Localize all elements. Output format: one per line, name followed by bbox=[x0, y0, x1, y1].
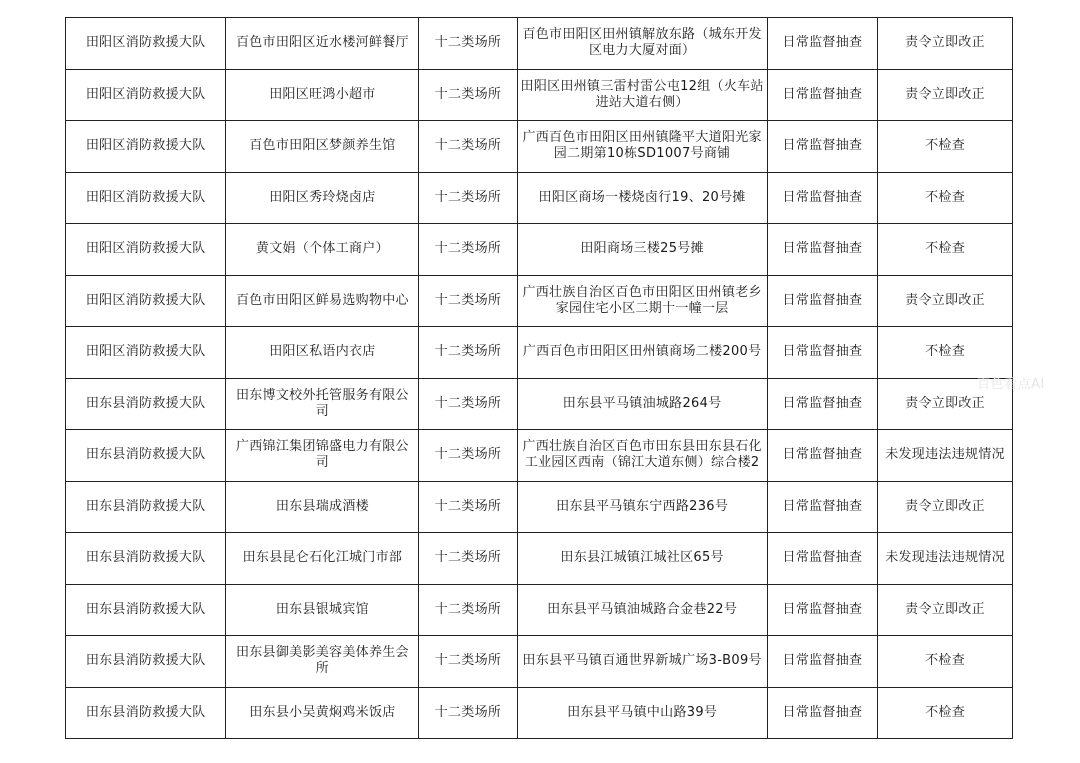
cell-name: 百色市田阳区鲜易选购物中心 bbox=[226, 275, 419, 327]
cell-unit: 田阳区消防救援大队 bbox=[66, 327, 226, 379]
cell-name: 广西锦江集团锦盛电力有限公司 bbox=[226, 430, 419, 482]
cell-name: 田东县银城宾馆 bbox=[226, 584, 419, 636]
cell-method: 日常监督抽查 bbox=[767, 69, 877, 121]
cell-category: 十二类场所 bbox=[419, 18, 517, 70]
cell-name: 田阳区秀玲烧卤店 bbox=[226, 172, 419, 224]
cell-address: 田阳商场三楼25号摊 bbox=[517, 224, 767, 276]
cell-unit: 田阳区消防救援大队 bbox=[66, 275, 226, 327]
cell-category: 十二类场所 bbox=[419, 327, 517, 379]
cell-unit: 田东县消防救援大队 bbox=[66, 533, 226, 585]
cell-unit: 田阳区消防救援大队 bbox=[66, 69, 226, 121]
cell-method: 日常监督抽查 bbox=[767, 18, 877, 70]
table-row bbox=[66, 481, 1013, 533]
cell-unit: 田东县消防救援大队 bbox=[66, 378, 226, 430]
cell-category: 十二类场所 bbox=[419, 69, 517, 121]
cell-address: 田东县平马镇百通世界新城广场3-B09号 bbox=[517, 636, 767, 688]
cell-method: 日常监督抽查 bbox=[767, 636, 877, 688]
cell-category: 十二类场所 bbox=[419, 636, 517, 688]
table-row bbox=[66, 327, 1013, 379]
cell-address: 广西百色市田阳区田州镇商场二楼200号 bbox=[517, 327, 767, 379]
cell-unit: 田阳区消防救援大队 bbox=[66, 18, 226, 70]
cell-unit: 田阳区消防救援大队 bbox=[66, 121, 226, 173]
cell-result: 不检查 bbox=[878, 121, 1013, 173]
cell-method: 日常监督抽查 bbox=[767, 275, 877, 327]
cell-address: 田东县江城镇江城社区65号 bbox=[517, 533, 767, 585]
cell-result: 不检查 bbox=[878, 327, 1013, 379]
cell-name: 田东县御美影美容美体养生会所 bbox=[226, 636, 419, 688]
cell-unit: 田东县消防救援大队 bbox=[66, 584, 226, 636]
cell-category: 十二类场所 bbox=[419, 584, 517, 636]
cell-unit: 田阳区消防救援大队 bbox=[66, 172, 226, 224]
cell-unit: 田东县消防救援大队 bbox=[66, 687, 226, 739]
table-row bbox=[66, 121, 1013, 173]
cell-result: 责令立即改正 bbox=[878, 378, 1013, 430]
table-row bbox=[66, 533, 1013, 585]
cell-result: 不检查 bbox=[878, 687, 1013, 739]
cell-address: 田东县平马镇油城路264号 bbox=[517, 378, 767, 430]
table-row bbox=[66, 687, 1013, 739]
cell-method: 日常监督抽查 bbox=[767, 378, 877, 430]
cell-method: 日常监督抽查 bbox=[767, 224, 877, 276]
cell-name: 百色市田阳区梦颜养生馆 bbox=[226, 121, 419, 173]
cell-method: 日常监督抽查 bbox=[767, 172, 877, 224]
cell-address: 广西百色市田阳区田州镇隆平大道阳光家园二期第10栋SD1007号商铺 bbox=[517, 121, 767, 173]
cell-name: 田东博文校外托管服务有限公司 bbox=[226, 378, 419, 430]
cell-address: 田阳区田州镇三雷村雷公屯12组（火车站进站大道右侧） bbox=[517, 69, 767, 121]
inspection-table bbox=[65, 17, 1013, 739]
cell-address: 田阳区商场一楼烧卤行19、20号摊 bbox=[517, 172, 767, 224]
cell-result: 不检查 bbox=[878, 224, 1013, 276]
cell-name: 百色市田阳区近水楼河鲜餐厅 bbox=[226, 18, 419, 70]
cell-result: 责令立即改正 bbox=[878, 481, 1013, 533]
cell-method: 日常监督抽查 bbox=[767, 584, 877, 636]
cell-category: 十二类场所 bbox=[419, 430, 517, 482]
cell-name: 田阳区私语内衣店 bbox=[226, 327, 419, 379]
cell-name: 黄文娟（个体工商户） bbox=[226, 224, 419, 276]
cell-result: 责令立即改正 bbox=[878, 69, 1013, 121]
table-row bbox=[66, 430, 1013, 482]
cell-category: 十二类场所 bbox=[419, 121, 517, 173]
cell-result: 责令立即改正 bbox=[878, 584, 1013, 636]
cell-category: 十二类场所 bbox=[419, 481, 517, 533]
table-row bbox=[66, 275, 1013, 327]
cell-method: 日常监督抽查 bbox=[767, 327, 877, 379]
cell-address: 广西壮族自治区百色市田阳区田州镇老乡家园住宅小区二期十一幢一层 bbox=[517, 275, 767, 327]
cell-name: 田东县瑞成酒楼 bbox=[226, 481, 419, 533]
cell-result: 责令立即改正 bbox=[878, 18, 1013, 70]
cell-result: 未发现违法违规情况 bbox=[878, 430, 1013, 482]
cell-category: 十二类场所 bbox=[419, 687, 517, 739]
cell-address: 田东县平马镇油城路合金巷22号 bbox=[517, 584, 767, 636]
cell-name: 田阳区旺鸿小超市 bbox=[226, 69, 419, 121]
cell-category: 十二类场所 bbox=[419, 378, 517, 430]
cell-result: 不检查 bbox=[878, 172, 1013, 224]
cell-method: 日常监督抽查 bbox=[767, 687, 877, 739]
table-row bbox=[66, 584, 1013, 636]
cell-method: 日常监督抽查 bbox=[767, 533, 877, 585]
cell-method: 日常监督抽查 bbox=[767, 481, 877, 533]
cell-category: 十二类场所 bbox=[419, 224, 517, 276]
cell-category: 十二类场所 bbox=[419, 172, 517, 224]
cell-unit: 田东县消防救援大队 bbox=[66, 481, 226, 533]
cell-address: 田东县平马镇中山路39号 bbox=[517, 687, 767, 739]
cell-category: 十二类场所 bbox=[419, 533, 517, 585]
cell-name: 田东县小吴黄焖鸡米饭店 bbox=[226, 687, 419, 739]
cell-unit: 田东县消防救援大队 bbox=[66, 636, 226, 688]
table-row bbox=[66, 69, 1013, 121]
table-row bbox=[66, 18, 1013, 70]
cell-method: 日常监督抽查 bbox=[767, 430, 877, 482]
cell-result: 责令立即改正 bbox=[878, 275, 1013, 327]
cell-address: 广西壮族自治区百色市田东县田东县石化工业园区西南（锦江大道东侧）综合楼2 bbox=[517, 430, 767, 482]
cell-method: 日常监督抽查 bbox=[767, 121, 877, 173]
table-row bbox=[66, 378, 1013, 430]
cell-unit: 田阳区消防救援大队 bbox=[66, 224, 226, 276]
cell-result: 不检查 bbox=[878, 636, 1013, 688]
table-row bbox=[66, 224, 1013, 276]
cell-category: 十二类场所 bbox=[419, 275, 517, 327]
cell-result: 未发现违法违规情况 bbox=[878, 533, 1013, 585]
cell-unit: 田东县消防救援大队 bbox=[66, 430, 226, 482]
cell-name: 田东县昆仑石化江城门市部 bbox=[226, 533, 419, 585]
cell-address: 百色市田阳区田州镇解放东路（城东开发区电力大厦对面） bbox=[517, 18, 767, 70]
table-row bbox=[66, 636, 1013, 688]
cell-address: 田东县平马镇东宁西路236号 bbox=[517, 481, 767, 533]
inspection-table-body bbox=[66, 18, 1013, 739]
table-row bbox=[66, 172, 1013, 224]
watermark-text: 百色看点AI bbox=[977, 377, 1045, 392]
